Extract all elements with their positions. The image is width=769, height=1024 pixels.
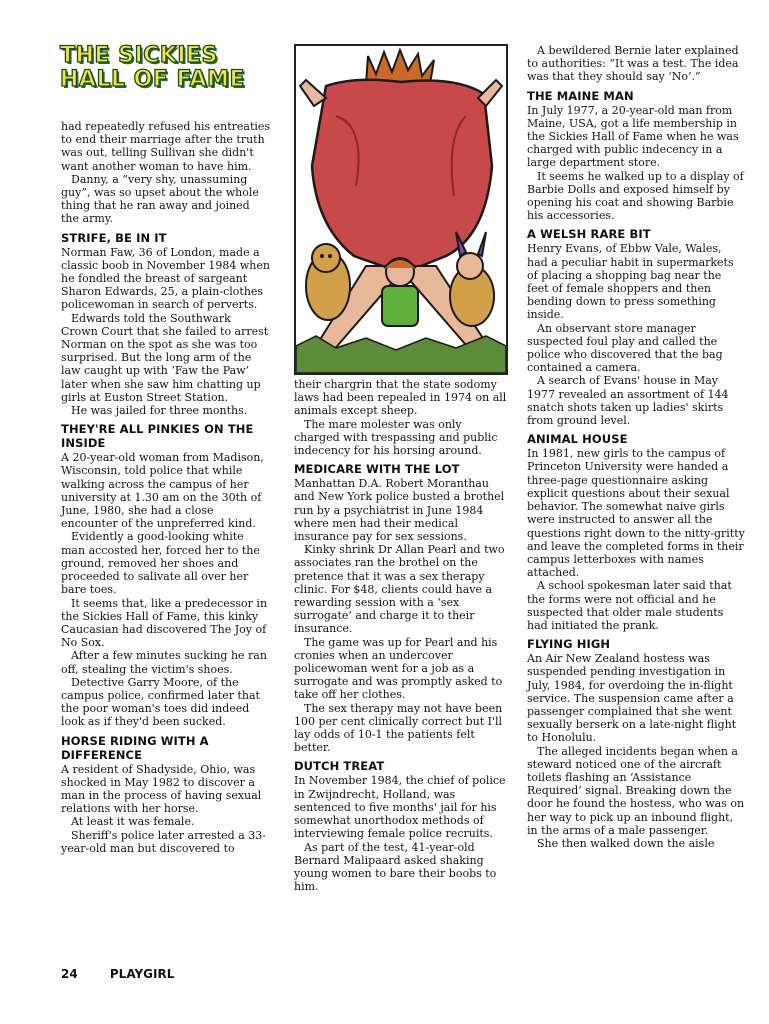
paragraph: In 1981, new girls to the campus of Princeton University were handed a three-page questionnaire asking explicit questions about their sexual behavior. The somewhat naive girls were instructed to answer all the questions right down to the nitty-gritty and leave the completed forms in their campus letterboxes with names attached. — [527, 447, 745, 580]
section-heading: FLYING HIGH — [527, 637, 611, 652]
paragraph: He was jailed for three months. — [71, 404, 248, 418]
tan-dog — [306, 244, 350, 320]
paragraph: Detective Garry Moore, of the campus police, confirmed later that the poor woman's toes did indeed look as if they'd been sucked. — [61, 675, 260, 729]
paragraph: Manhattan D.A. Robert Moranthau and New York police busted a brothel run by a psychiatrist in June 1984 where men had their medical insurance pay for sex sessions. — [294, 477, 505, 544]
paragraph: their chargrin that the state sodomy laws had been repealed in 1974 on all animals except sheep. — [294, 378, 507, 418]
paragraph: After a few minutes sucking he ran off, stealing the victim's shoes. — [61, 649, 267, 676]
paragraph: A 20-year-old woman from Madison, Wisconsin, told police that while walking across the campus of her university at 1.30 am on the 30th of June, 1980, she had a close encounter of the unpreferred kind. — [61, 451, 264, 531]
section-heading: STRIFE, BE IN IT — [61, 230, 167, 245]
redhead-figure — [382, 258, 418, 326]
paragraph: An observant store manager suspected foul play and called the police who discovered that the bag contained a camera. — [527, 321, 723, 375]
paragraph: Kinky shrink Dr Allan Pearl and two associates ran the brothel on the pretence that it was a sex therapy clinic. For $48, clients could have a rewarding session with a ‘sex surrogate’ and charge it to their insurance. — [294, 543, 505, 636]
section-heading: THEY'RE ALL PINKIES ON THE INSIDE — [61, 422, 254, 451]
paragraph: A resident of Shadyside, Ohio, was shocked in May 1982 to discover a man in the process of having sexual relations with her horse. — [61, 762, 262, 816]
paragraph: The game was up for Pearl and his cronies when an undercover policewoman went for a job as a surrogate and was promptly asked to take off her clothes. — [294, 635, 503, 702]
paragraph: A search of Evans' house in May 1977 revealed an assortment of 144 snatch shots taken up ladies' skirts from ground level. — [527, 374, 729, 428]
paragraph: A bewildered Bernie later explained to authorities: “It was a test. The idea was that they should say ‘No’.” — [527, 44, 739, 84]
section-heading: MEDICARE WITH THE LOT — [294, 462, 460, 477]
cartoon-illustration — [294, 44, 508, 375]
page-number: 24 — [61, 967, 78, 981]
title-line-2: HALL OF FAME — [60, 67, 245, 92]
paragraph: A school spokesman later said that the forms were not official and he suspected that older male students had initiated the prank. — [527, 579, 732, 632]
column-middle — [294, 378, 508, 893]
title-line-1: THE SICKIES — [60, 43, 218, 68]
red-robe — [312, 80, 492, 268]
section-heading: DUTCH TREAT — [294, 759, 385, 774]
paragraph: Sheriff's police later arrested a 33-year-old man but discovered to — [61, 828, 266, 855]
paragraph: An Air New Zealand hostess was suspended pending investigation in July, 1984, for overdoing the in-flight service. The suspension came after a passenger complained that she went sexually berserk on a late-night flight to Honolulu. — [527, 652, 737, 745]
column-left — [61, 120, 271, 855]
section-heading: ANIMAL HOUSE — [527, 432, 628, 447]
paragraph: Danny, a “very shy, unassuming guy”, was so upset about the whole thing that he ran away and joined the army. — [61, 172, 259, 226]
section-heading: HORSE RIDING WITH A DIFFERENCE — [61, 733, 209, 762]
cartoon-svg — [296, 46, 506, 373]
section-heading: A WELSH RARE BIT — [527, 227, 651, 242]
paragraph: It seems he walked up to a display of Barbie Dolls and exposed himself by opening his coat and showing Barbie his accessories. — [527, 169, 744, 223]
paragraph: Evidently a good-looking white man accosted her, forced her to the ground, removed her shoes and proceeded to salivate all over her bare toes. — [61, 530, 260, 597]
page-title — [60, 44, 280, 92]
paragraph: The alleged incidents began when a steward noticed one of the aircraft toilets flashing an ‘Assistance Required’ signal. Breaking down the door he found the hostess, who was on her way to pick up an inbound flight, in the arms of a male passenger. — [527, 744, 745, 837]
right-arm — [478, 80, 502, 106]
column-right — [527, 44, 745, 850]
paragraph: Henry Evans, of Ebbw Vale, Wales, had a peculiar habit in supermarkets of placing a shopping bag near the feet of female shoppers and then bending down to press something inside. — [527, 242, 734, 322]
paragraph: In July 1977, a 20-year-old man from Maine, USA, got a life membership in the Sickies Hall of Fame when he was charged with public indecency in a large department store. — [527, 103, 739, 170]
paragraph: In November 1984, the chief of police in Zwijndrecht, Holland, was sentenced to five months' jail for his somewhat unorthodox methods of interviewing female police recruits. — [294, 774, 506, 841]
paragraph: Norman Faw, 36 of London, made a classic boob in November 1984 when he fondled the breast of sargeant Sharon Edwards, 25, a plain-clothes policewoman in search of perverts. — [61, 245, 270, 312]
paragraph: As part of the test, 41-year-old Bernard Malipaard asked shaking young women to bare their boobs to him. — [294, 840, 497, 894]
paragraph: had repeatedly refused his entreaties to end their marriage after the truth was out, telling Sullivan she didn't want another woman to have him. — [61, 120, 271, 173]
paragraph: It seems that, like a predecessor in the Sickies Hall of Fame, this kinky Caucasian had discovered The Joy of No Sox. — [61, 596, 268, 650]
section-heading: THE MAINE MAN — [527, 88, 634, 103]
paragraph: At least it was female. — [71, 815, 195, 829]
magazine-name: PLAYGIRL — [109, 967, 175, 981]
page-footer — [61, 967, 202, 981]
paragraph: The sex therapy may not have been 100 per cent clinically correct but I'll lay odds of 10-1 the patients felt better. — [294, 701, 503, 755]
paragraph: Edwards told the Southwark Crown Court that she failed to arrest Norman on the spot as she was too surprised. But the long arm of the law caught up with ‘Faw the Paw’ later when she saw him chatting up girls at Euston Street Station. — [61, 311, 269, 404]
paragraph: The mare molester was only charged with trespassing and public indecency for his horsing around. — [294, 417, 498, 458]
paragraph: She then walked down the aisle — [537, 836, 715, 850]
